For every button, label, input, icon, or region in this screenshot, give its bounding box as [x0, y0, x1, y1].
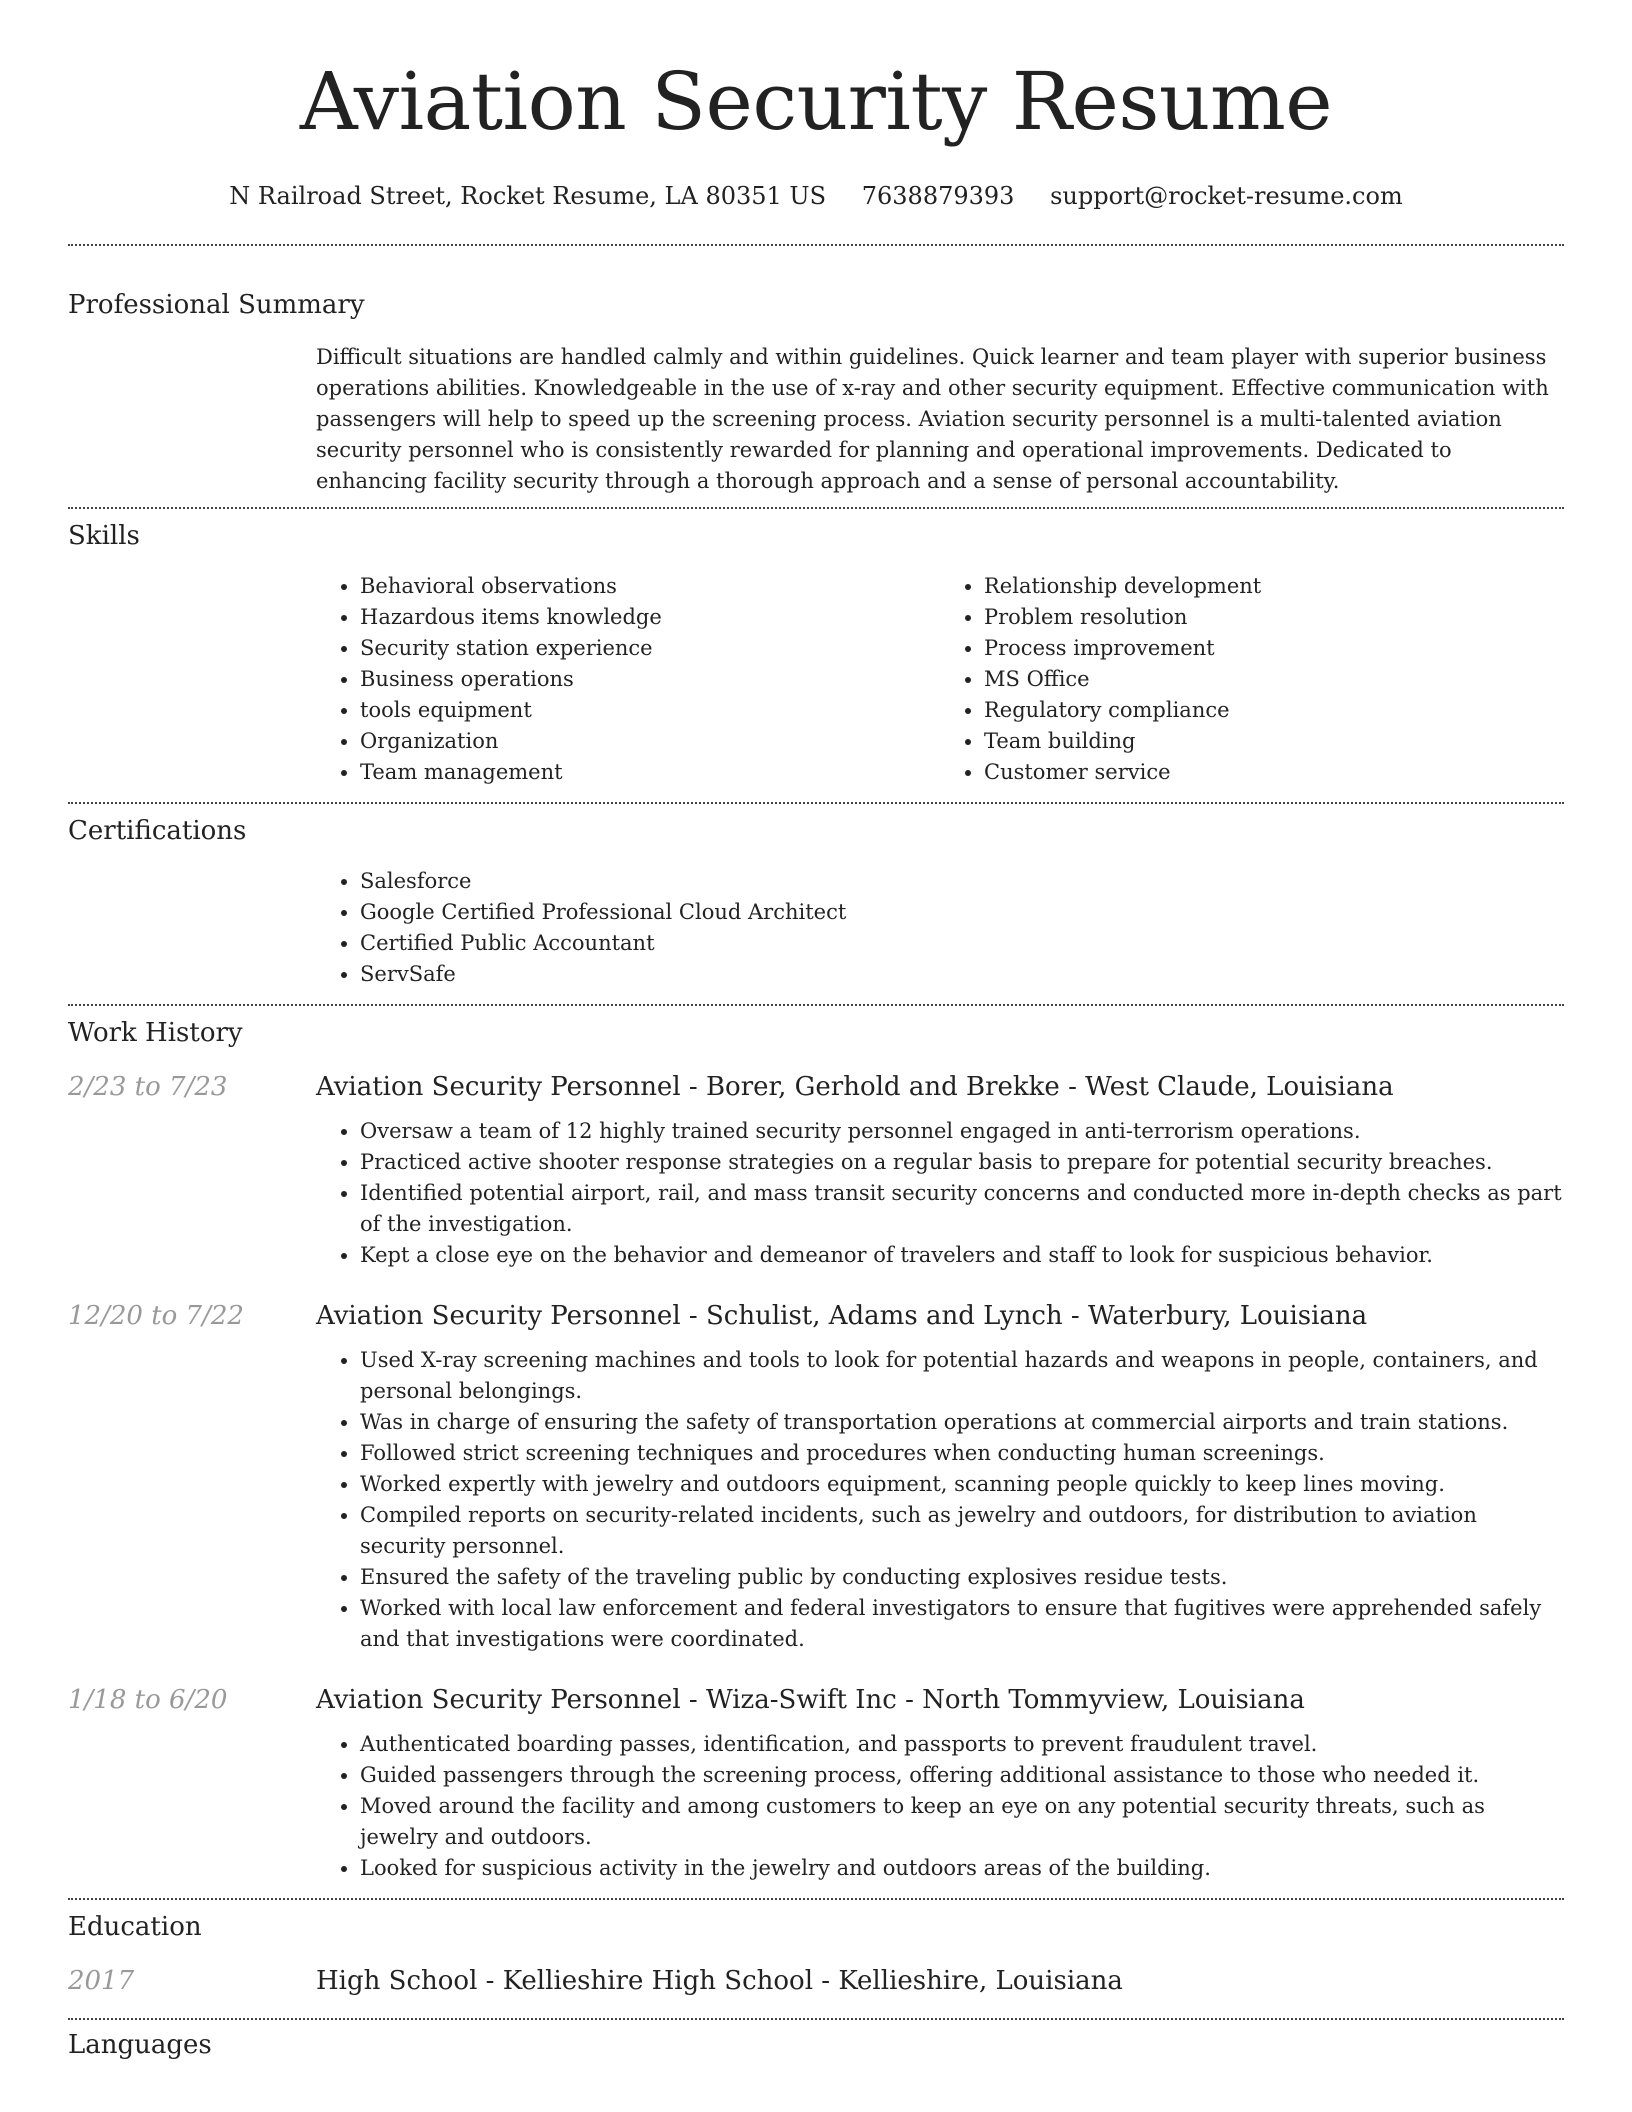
education-date: 2017: [68, 1966, 135, 1996]
certification-item: • ServSafe: [360, 959, 1564, 990]
skill-item: • Security station experience: [360, 633, 940, 664]
certification-item: • Google Certified Professional Cloud Architect: [360, 897, 1564, 928]
job-date: 1/18 to 6/20: [68, 1685, 228, 1715]
job-bullet: • Followed strict screening techniques and procedures when conducting human screenings.: [360, 1438, 1564, 1469]
certification-item: • Certified Public Accountant: [360, 928, 1564, 959]
job-bullet: • Identified potential airport, rail, and mass transit security concerns and conducted more in-depth checks as part of the investigation.: [360, 1178, 1564, 1240]
divider: [68, 802, 1564, 804]
job-bullet: • Looked for suspicious activity in the jewelry and outdoors areas of the building.: [360, 1853, 1564, 1884]
skill-item: • Customer service: [984, 757, 1564, 788]
education-entry: [68, 1964, 1564, 1998]
skills-section: [316, 571, 1564, 788]
job-bullet: • Authenticated boarding passes, identification, and passports to prevent fraudulent travel.: [360, 1729, 1564, 1760]
job-title: Aviation Security Personnel - Borer, Gerhold and Brekke - West Claude, Louisiana: [316, 1072, 1394, 1102]
skill-item: • Organization: [360, 726, 940, 757]
skill-item: • MS Office: [984, 664, 1564, 695]
skill-item: • Team management: [360, 757, 940, 788]
skill-item: • Problem resolution: [984, 602, 1564, 633]
education-title: High School - Kellieshire High School - Kellieshire, Louisiana: [316, 1966, 1123, 1996]
resume-title: Aviation Security Resume: [299, 55, 1333, 148]
job-bullet: • Guided passengers through the screening process, offering additional assistance to those who needed it.: [360, 1760, 1564, 1791]
skill-item: • Behavioral observations: [360, 571, 940, 602]
contact-phone: 7638879393: [861, 182, 1015, 210]
skill-item: • Business operations: [360, 664, 940, 695]
certifications-heading: Certifications: [68, 816, 247, 846]
job-header: [68, 1070, 1564, 1104]
divider: [68, 2018, 1564, 2020]
job-bullet: • Ensured the safety of the traveling public by conducting explosives residue tests.: [360, 1562, 1564, 1593]
divider: [68, 244, 1564, 246]
skill-item: • tools equipment: [360, 695, 940, 726]
job-bullet: • Worked with local law enforcement and federal investigators to ensure that fugitives were apprehended safely and that investigations were coordinated.: [360, 1593, 1564, 1655]
skill-item: • Team building: [984, 726, 1564, 757]
contact-line: [68, 180, 1564, 212]
job-bullet: • Was in charge of ensuring the safety of transportation operations at commercial airports and train stations.: [360, 1407, 1564, 1438]
job-bullets: [316, 1345, 1564, 1655]
job-date: 2/23 to 7/23: [68, 1072, 228, 1102]
contact-email: support@rocket-resume.com: [1050, 182, 1403, 210]
job-entry: [68, 1299, 1564, 1655]
job-date: 12/20 to 7/22: [68, 1301, 244, 1331]
skill-item: • Process improvement: [984, 633, 1564, 664]
job-bullet: • Kept a close eye on the behavior and demeanor of travelers and staff to look for suspicious behavior.: [360, 1240, 1564, 1271]
skills-list-left: [316, 571, 940, 788]
job-bullet: • Worked expertly with jewelry and outdoors equipment, scanning people quickly to keep lines moving.: [360, 1469, 1564, 1500]
skills-grid: [316, 571, 1564, 788]
job-entry: [68, 1070, 1564, 1271]
skills-list-right: [940, 571, 1564, 788]
divider: [68, 1004, 1564, 1006]
job-title: Aviation Security Personnel - Schulist, Adams and Lynch - Waterbury, Louisiana: [316, 1301, 1368, 1331]
job-bullet: • Used X-ray screening machines and tools to look for potential hazards and weapons in people, containers, and personal belongings.: [360, 1345, 1564, 1407]
skill-item: • Regulatory compliance: [984, 695, 1564, 726]
education-header: [68, 1964, 1564, 1998]
certifications-list: [316, 866, 1564, 990]
job-title: Aviation Security Personnel - Wiza-Swift Inc - North Tommyview, Louisiana: [316, 1685, 1305, 1715]
job-bullet: • Oversaw a team of 12 highly trained security personnel engaged in anti-terrorism operations.: [360, 1116, 1564, 1147]
summary-section: [316, 342, 1564, 497]
job-bullet: • Practiced active shooter response strategies on a regular basis to prepare for potential security breaches.: [360, 1147, 1564, 1178]
contact-address: N Railroad Street, Rocket Resume, LA 80351 US: [229, 182, 827, 210]
job-header: [68, 1683, 1564, 1717]
work-heading: Work History: [68, 1018, 243, 1048]
skill-item: • Hazardous items knowledge: [360, 602, 940, 633]
summary-heading: Professional Summary: [68, 290, 365, 320]
skills-heading: Skills: [68, 521, 140, 551]
job-bullet: • Moved around the facility and among customers to keep an eye on any potential security threats, such as jewelry and outdoors.: [360, 1791, 1564, 1853]
education-heading: Education: [68, 1912, 202, 1942]
divider: [68, 1898, 1564, 1900]
job-bullet: • Compiled reports on security-related incidents, such as jewelry and outdoors, for distribution to aviation security personnel.: [360, 1500, 1564, 1562]
job-bullets: [316, 1729, 1564, 1884]
summary-text: Difficult situations are handled calmly and within guidelines. Quick learner and team player with superior business operations abilities. Knowledgeable in the use of x-ray and other security equipment. Effective communication with passengers will help to speed up the screening process. Aviation security personnel is a multi-talented aviation security personnel who is consistently rewarded for planning and operational improvements. Dedicated to enhancing facility security through a thorough approach and a sense of personal accountability.: [316, 345, 1549, 493]
languages-heading: Languages: [68, 2030, 212, 2060]
skill-item: • Relationship development: [984, 571, 1564, 602]
job-entry: [68, 1683, 1564, 1884]
certifications-section: [316, 866, 1564, 990]
divider: [68, 507, 1564, 509]
job-bullets: [316, 1116, 1564, 1271]
job-header: [68, 1299, 1564, 1333]
certification-item: • Salesforce: [360, 866, 1564, 897]
